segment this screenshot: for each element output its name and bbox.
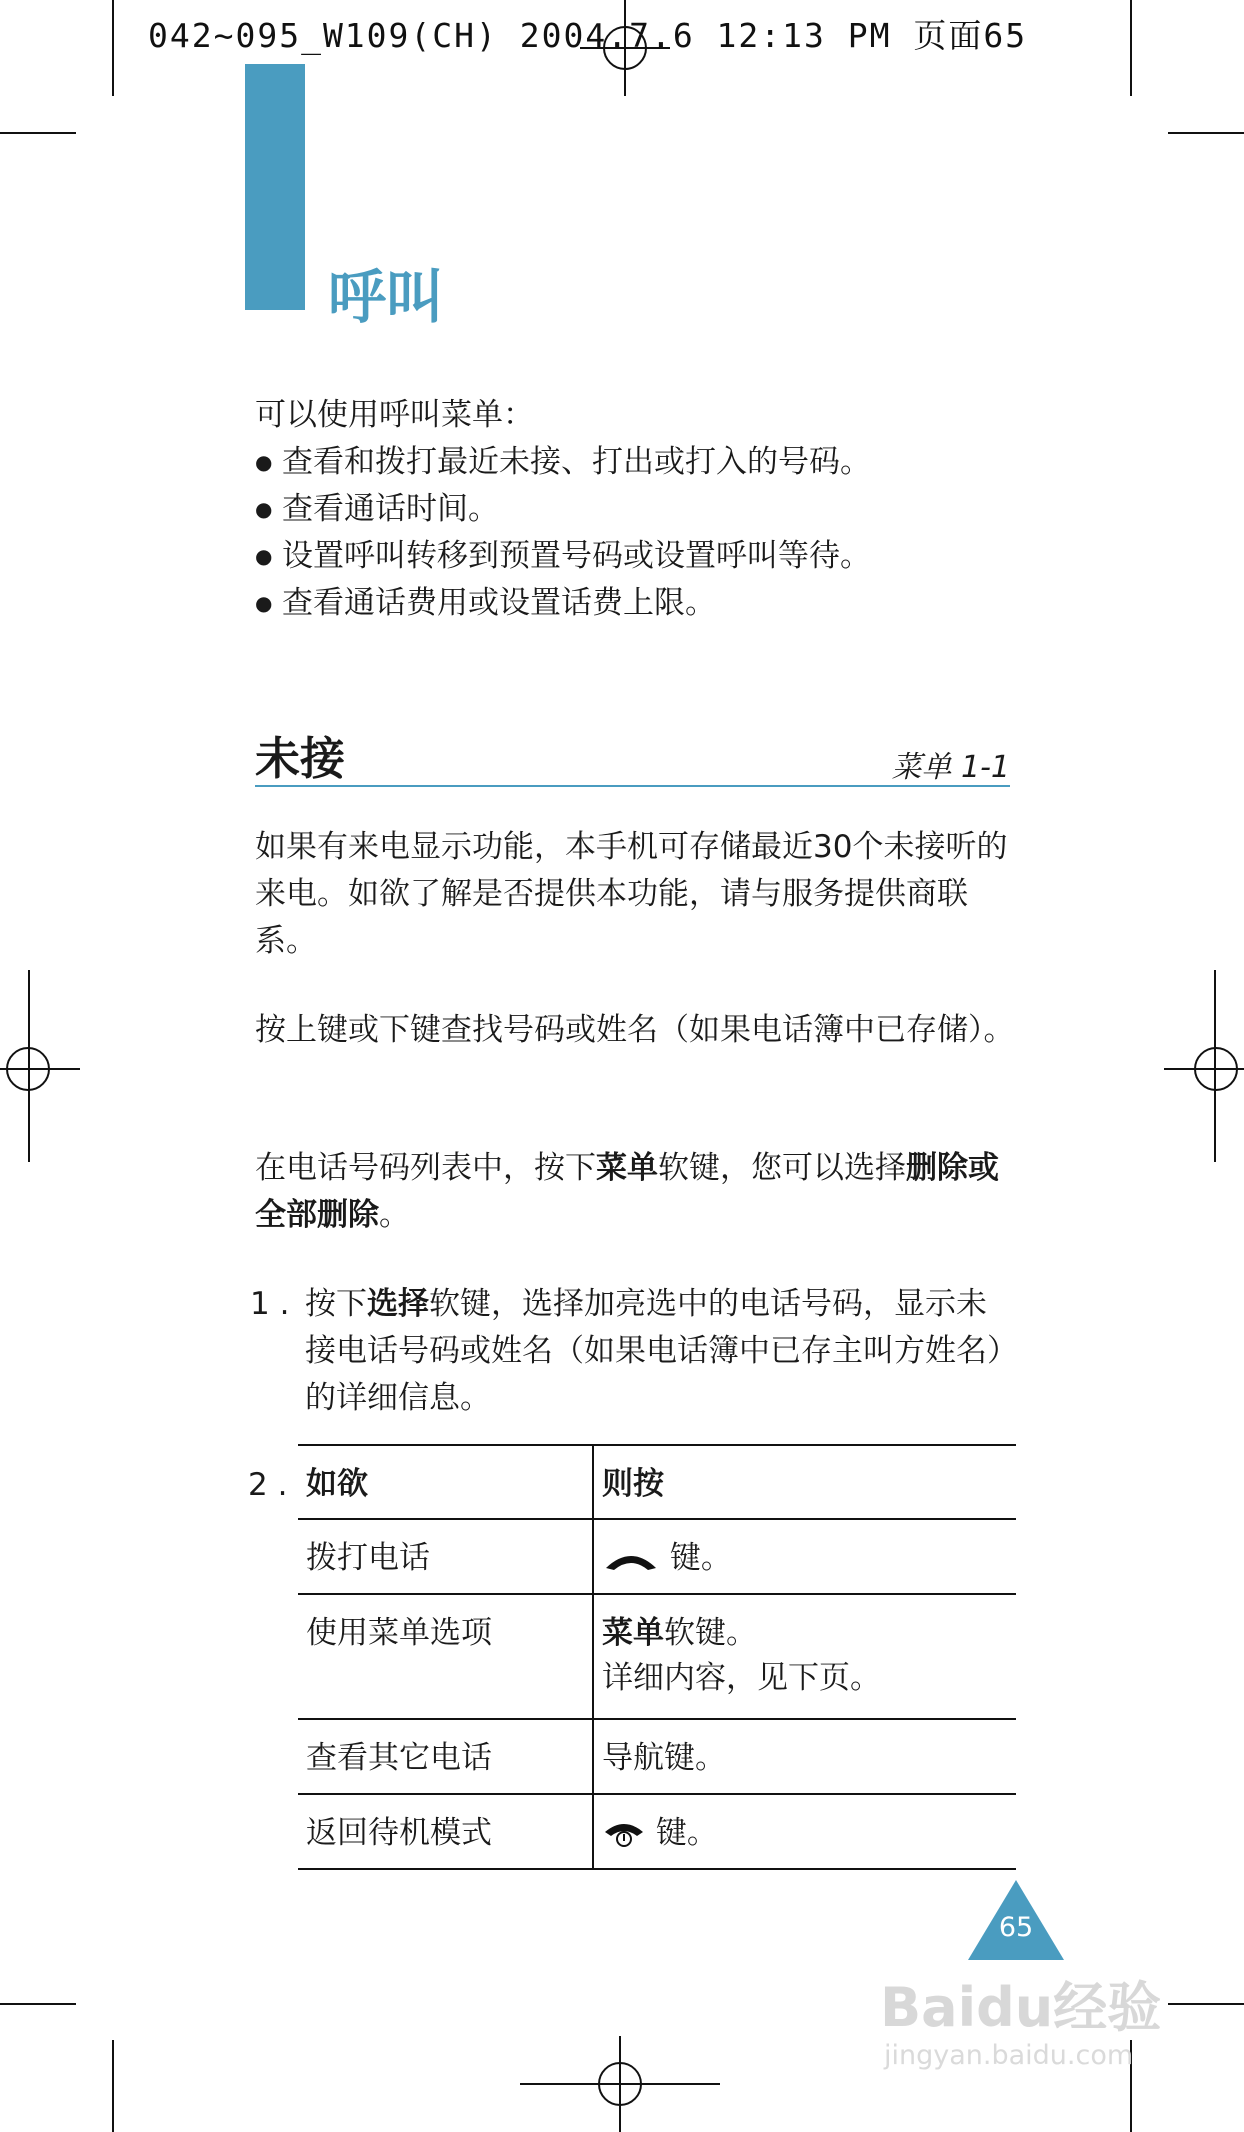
crop-mark [112, 0, 114, 96]
column-header-want: 如欲 [298, 1445, 593, 1519]
intro-lead: 可以使用呼叫菜单： [255, 397, 534, 433]
menu-term: 菜单 [596, 1150, 658, 1186]
list-item: ● 设置呼叫转移到预置号码或设置呼叫等待。 [255, 533, 1015, 580]
delete-term: 删除或全部删除 [255, 1150, 999, 1233]
chapter-title: 呼叫 [328, 263, 445, 331]
text: 软键，选择加亮选中的电话号码，显示未接电话号码或姓名（如果电话簿中已存主叫方姓名）的详细信息。 [305, 1286, 1003, 1416]
list-item: ● 查看和拨打最近未接、打出或打入的号码。 [255, 439, 1015, 486]
table-row [298, 1719, 1016, 1794]
print-header: 042~095_W109(CH) 2004.7.6 12:13 PM 页面65 [148, 16, 1028, 55]
watermark-url: jingyan.baidu.com [884, 2040, 1134, 2071]
text: 按下 [305, 1286, 367, 1322]
registration-mark-right [1164, 1024, 1244, 1114]
table-cell: 使用菜单选项 [298, 1594, 593, 1719]
table-row [298, 1519, 1016, 1594]
text: 键。 [669, 1540, 732, 1576]
step-text [305, 1281, 1015, 1422]
intro-block [255, 392, 1015, 627]
table-cell [593, 1519, 1016, 1594]
end-power-key-icon [602, 1822, 646, 1848]
table-cell [593, 1794, 1016, 1869]
menu-term: 菜单 [602, 1615, 664, 1651]
step-1 [250, 1281, 1015, 1422]
crop-mark [1168, 132, 1244, 134]
text: 。 [379, 1197, 410, 1233]
section-divider [255, 785, 1010, 787]
text: 软键。 [664, 1615, 757, 1651]
section-title: 未接 [255, 732, 346, 785]
registration-mark-left [0, 1024, 80, 1114]
text: 在电话号码列表中，按下 [255, 1150, 596, 1186]
chapter-accent-bar [245, 64, 305, 310]
menu-reference: 菜单 1-1 [891, 750, 1010, 785]
table-cell: 导航键。 [593, 1719, 1016, 1794]
table-header-row [298, 1445, 1016, 1519]
crop-mark [0, 132, 76, 134]
list-item: ● 查看通话时间。 [255, 486, 1015, 533]
table-cell [593, 1594, 1016, 1719]
action-table [298, 1444, 1016, 1870]
step-number: 1 . [250, 1286, 290, 1322]
table-cell: 返回待机模式 [298, 1794, 593, 1869]
table-row [298, 1594, 1016, 1719]
crop-mark [1168, 2003, 1244, 2005]
crop-mark [1130, 0, 1132, 96]
send-key-icon [602, 1548, 660, 1572]
list-item: ● 查看通话费用或设置话费上限。 [255, 580, 1015, 627]
text: 详细内容，见下页。 [602, 1660, 881, 1696]
crop-mark [112, 2040, 114, 2132]
crop-mark [0, 2003, 76, 2005]
select-term: 选择 [367, 1286, 429, 1322]
text: 软键，您可以选择 [658, 1150, 906, 1186]
page-number: 65 [998, 1912, 1034, 1943]
table-cell: 拨打电话 [298, 1519, 593, 1594]
paragraph-navigation: 按上键或下键查找号码或姓名（如果电话簿中已存储）。 [255, 1012, 1015, 1048]
text: 键。 [655, 1815, 718, 1851]
registration-mark-bottom [520, 2036, 720, 2132]
column-header-press: 则按 [593, 1445, 1016, 1519]
intro-bullet-list [255, 439, 1015, 627]
watermark-brand: Baidu经验 [880, 1976, 1162, 2039]
table-cell: 查看其它电话 [298, 1719, 593, 1794]
table-row [298, 1794, 1016, 1869]
paragraph-menu-softkey [255, 1145, 1015, 1239]
paragraph-caller-id: 如果有来电显示功能，本手机可存储最近30个未接听的来电。如欲了解是否提供本功能，请与服务提供商联系。 [255, 829, 1008, 959]
step-2-number: 2 . [248, 1467, 288, 1503]
